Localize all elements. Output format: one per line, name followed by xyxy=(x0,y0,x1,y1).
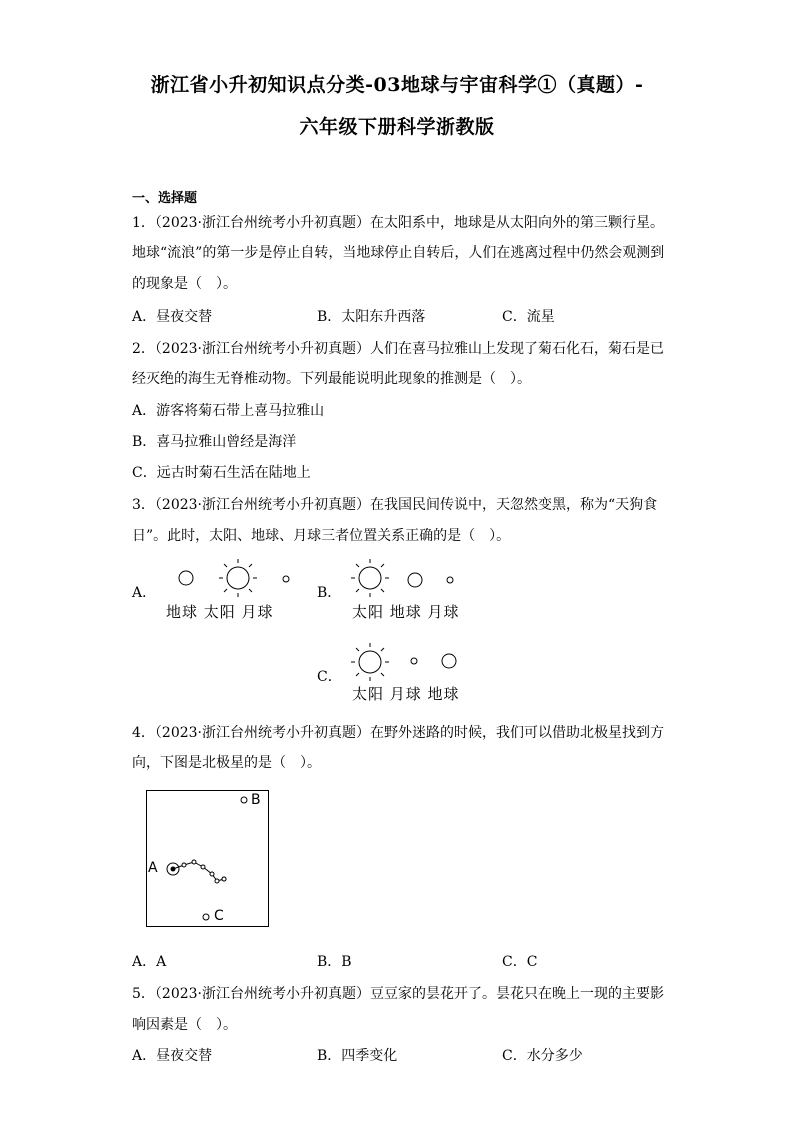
q3-option-b-label: B． xyxy=(317,585,342,601)
q4-option-b: B．B xyxy=(317,954,352,970)
star-c xyxy=(203,914,209,920)
q3-option-c-caption: 太阳 月球 地球 xyxy=(352,685,460,703)
q3-text-line1: 3．（2023·浙江台州统考小升初真题）在我国民间传说中，天忽然变黑，称为“天狗食 xyxy=(132,497,658,513)
q2-option-b: B．喜马拉雅山曾经是海洋 xyxy=(132,434,297,450)
star-b xyxy=(241,797,247,803)
q5-option-b: B．四季变化 xyxy=(317,1048,398,1064)
section-heading: 一、选择题 xyxy=(132,191,198,206)
q5-option-a: A．昼夜交替 xyxy=(132,1048,213,1064)
q1-text-line1: 1．（2023·浙江台州统考小升初真题）在太阳系中，地球是从太阳向外的第三颗行星。 xyxy=(132,215,664,231)
q4-option-c: C．C xyxy=(502,954,538,970)
sun-icon xyxy=(351,559,389,597)
q1-text-line2: 地球“流浪”的第一步是停止自转，当地球停止自转后，人们在逃离过程中仍然会观测到 xyxy=(132,245,665,261)
q3-option-b-caption: 太阳 地球 月球 xyxy=(352,603,460,621)
q1-text-line3: 的现象是（ ）。 xyxy=(132,276,237,292)
q3-option-a-label: A． xyxy=(132,585,157,601)
big-dipper-constellation xyxy=(167,860,226,883)
q3-option-a-caption: 地球 太阳 月球 xyxy=(166,603,274,621)
q1-option-c: C．流星 xyxy=(502,309,555,325)
sun-icon xyxy=(219,559,257,597)
figure-label-b: B xyxy=(251,792,261,808)
q3-option-c-diagram xyxy=(348,644,468,684)
q3-option-a-diagram xyxy=(160,560,310,600)
q5-text-line2: 响因素是（ ）。 xyxy=(132,1017,237,1033)
q5-text-line1: 5．（2023·浙江台州统考小升初真题）豆豆家的昙花开了。昙花只在晚上一现的主要影 xyxy=(132,986,664,1002)
q1-option-a: A．昼夜交替 xyxy=(132,309,213,325)
star-map-figure xyxy=(146,790,270,928)
q3-option-c-label: C． xyxy=(317,669,342,685)
document-title-line2: 六年级下册科学浙教版 xyxy=(299,116,495,138)
q3-text-line2: 日”。此时，太阳、地球、月球三者位置关系正确的是（ ）。 xyxy=(132,528,511,544)
q2-option-a: A．游客将菊石带上喜马拉雅山 xyxy=(132,403,325,419)
q3-option-b-diagram xyxy=(348,560,468,600)
document-title-line1: 浙江省小升初知识点分类-03地球与宇宙科学①（真题）- xyxy=(150,74,644,96)
figure-label-c: C xyxy=(214,908,224,924)
sun-icon xyxy=(351,643,389,681)
figure-label-a: A xyxy=(148,860,158,876)
q4-text-line1: 4．（2023·浙江台州统考小升初真题）在野外迷路的时候，我们可以借助北极星找到方 xyxy=(132,725,664,741)
q2-text-line2: 经灭绝的海生无脊椎动物。下列最能说明此现象的推测是（ ）。 xyxy=(132,371,531,387)
q4-option-a: A．A xyxy=(132,954,167,970)
q1-option-b: B．太阳东升西落 xyxy=(317,309,426,325)
q2-text-line1: 2．（2023·浙江台州统考小升初真题）人们在喜马拉雅山上发现了菊石化石，菊石是已 xyxy=(132,341,664,357)
q4-text-line2: 向，下图是北极星的是（ ）。 xyxy=(132,755,321,771)
q5-option-c: C．水分多少 xyxy=(502,1048,583,1064)
q2-option-c: C．远古时菊石生活在陆地上 xyxy=(132,465,311,481)
